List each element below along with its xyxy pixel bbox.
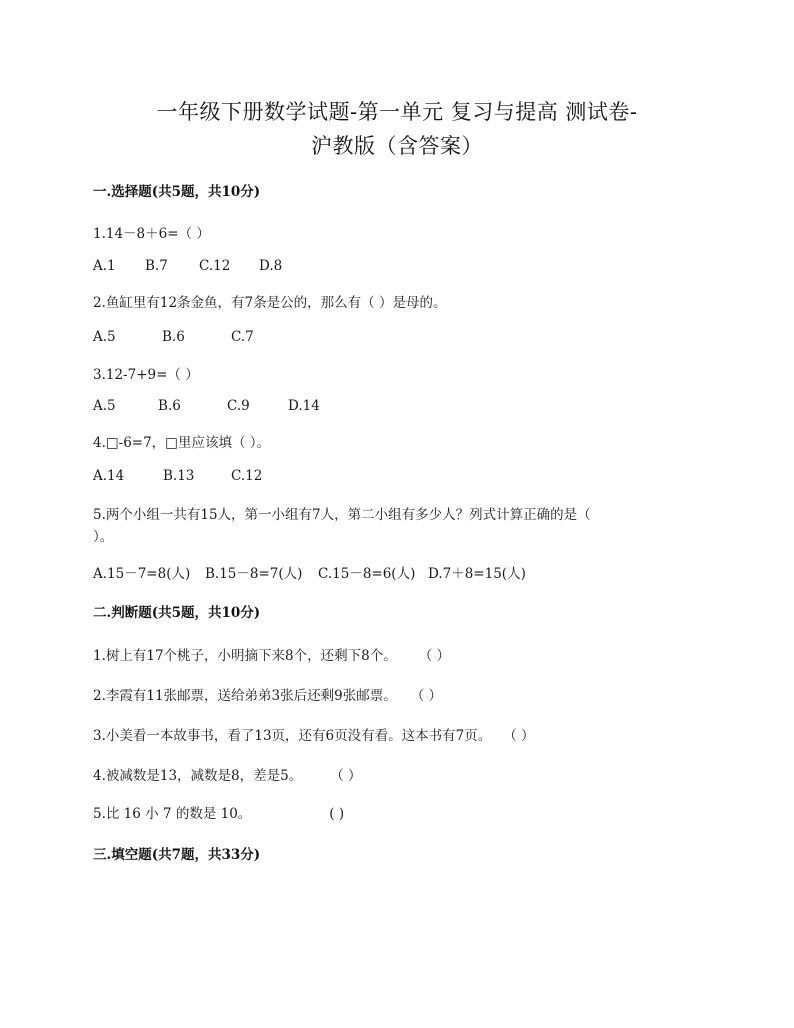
judge-item [93, 764, 362, 784]
option: A.5 [93, 398, 116, 414]
option: B.13 [163, 468, 195, 484]
option: D.8 [259, 258, 283, 274]
judge-item-text: 5.比 16 小 7 的数是 10。 [93, 806, 252, 822]
option: C.15－8=6(人) [318, 566, 416, 582]
option: A.14 [93, 468, 125, 484]
question-5-options [93, 562, 526, 582]
judge-item [93, 802, 344, 822]
option: C.12 [199, 258, 231, 274]
option: A.15－7=8(人) [93, 566, 191, 582]
question-3: 3.12-7+9=（ ） [93, 367, 199, 383]
question-5-line-1: 5.两个小组一共有15人，第一小组有7人，第二小组有多少人？列式计算正确的是（ [93, 507, 591, 523]
question-5-line-2: ）。 [93, 529, 114, 545]
document-title-line-1: 一年级下册数学试题-第一单元 复习与提高 测试卷- [156, 100, 638, 124]
judge-item-text: 2.李霞有11张邮票，送给弟弟3张后还剩9张邮票。 [93, 688, 397, 704]
option: D.7＋8=15(人) [428, 566, 526, 582]
section-heading-judge: 二.判断题(共5题，共10分) [93, 605, 261, 621]
question-1-options [93, 258, 282, 274]
section-heading-fill: 三.填空题(共7题，共33分) [93, 847, 261, 863]
judge-item-text: 1.树上有17个桃子，小明摘下来8个，还剩下8个。 [93, 648, 397, 664]
question-1: 1.14－8＋6=（ ） [93, 226, 210, 242]
option: C.9 [227, 398, 250, 414]
question-2-options [93, 329, 254, 345]
section-heading-choice: 一.选择题(共5题，共10分) [93, 184, 261, 200]
judge-item [93, 684, 442, 704]
answer-parentheses: ( ) [329, 806, 345, 822]
judge-item-text: 3.小美看一本故事书，看了13页，还有6页没有看。这本书有7页。 [93, 728, 492, 744]
judge-item [93, 724, 535, 744]
question-4: 4.□-6=7，□里应该填（ ）。 [93, 435, 270, 451]
question-4-options [93, 468, 262, 484]
option: C.12 [231, 468, 263, 484]
option: A.5 [93, 329, 116, 345]
judge-item-text: 4.被减数是13，减数是8，差是5。 [93, 768, 303, 784]
document-title-line-2: 沪教版（含答案） [311, 134, 483, 158]
option: A.1 [93, 258, 116, 274]
answer-parentheses: （ ） [410, 688, 443, 704]
answer-parentheses: （ ） [418, 648, 451, 664]
answer-parentheses: （ ） [503, 728, 535, 744]
question-2: 2.鱼缸里有12条金鱼，有7条是公的，那么有（ ）是母的。 [93, 295, 447, 311]
option: B.15－8=7(人) [205, 566, 303, 582]
option: B.6 [162, 329, 185, 345]
answer-parentheses: （ ） [330, 768, 362, 784]
option: B.7 [145, 258, 168, 274]
option: C.7 [231, 329, 254, 345]
judge-item [93, 644, 450, 664]
option: B.6 [158, 398, 181, 414]
option: D.14 [288, 398, 320, 414]
question-3-options [93, 398, 320, 414]
